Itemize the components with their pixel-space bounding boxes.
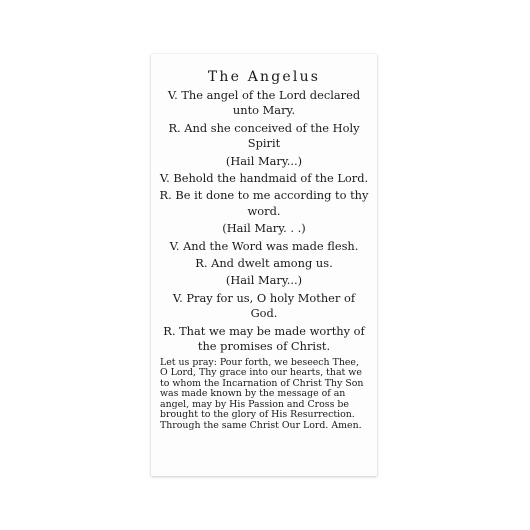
- prayer-line: R. And dwelt among us.: [195, 256, 333, 271]
- prayer-line: R. That we may be made worthy of the promises of Christ.: [163, 323, 365, 354]
- card-title: The Angelus: [207, 69, 321, 85]
- prayer-line: V. Behold the handmaid of the Lord.: [159, 171, 369, 186]
- closing-prayer: Let us pray: Pour forth, we beseech Thee, O Lord, Thy grace into our hearts, that we to whom the Incarnation of Christ Thy Son was made known by the message of an angel, may by His Passion and Cross be brought to the glory of His Resurrection. Through the same Christ Our Lord. Amen.: [160, 356, 364, 432]
- prayer-line: (Hail Mary...): [225, 153, 303, 168]
- prayer-line: R. Be it done to me according to thy word.: [159, 188, 369, 218]
- prayer-line: V. Pray for us, O holy Mother of God.: [172, 290, 356, 321]
- prayer-line: V. And the Word was made flesh.: [169, 238, 359, 253]
- prayer-card: [151, 54, 377, 476]
- versicle-response-list: [159, 88, 369, 355]
- prayer-line: R. And she conceived of the Holy Spirit: [168, 120, 360, 151]
- prayer-line: (Hail Mary. . .): [222, 221, 306, 236]
- prayer-line: V. The angel of the Lord declared unto Mary.: [167, 88, 361, 118]
- prayer-line: (Hail Mary...): [225, 273, 303, 288]
